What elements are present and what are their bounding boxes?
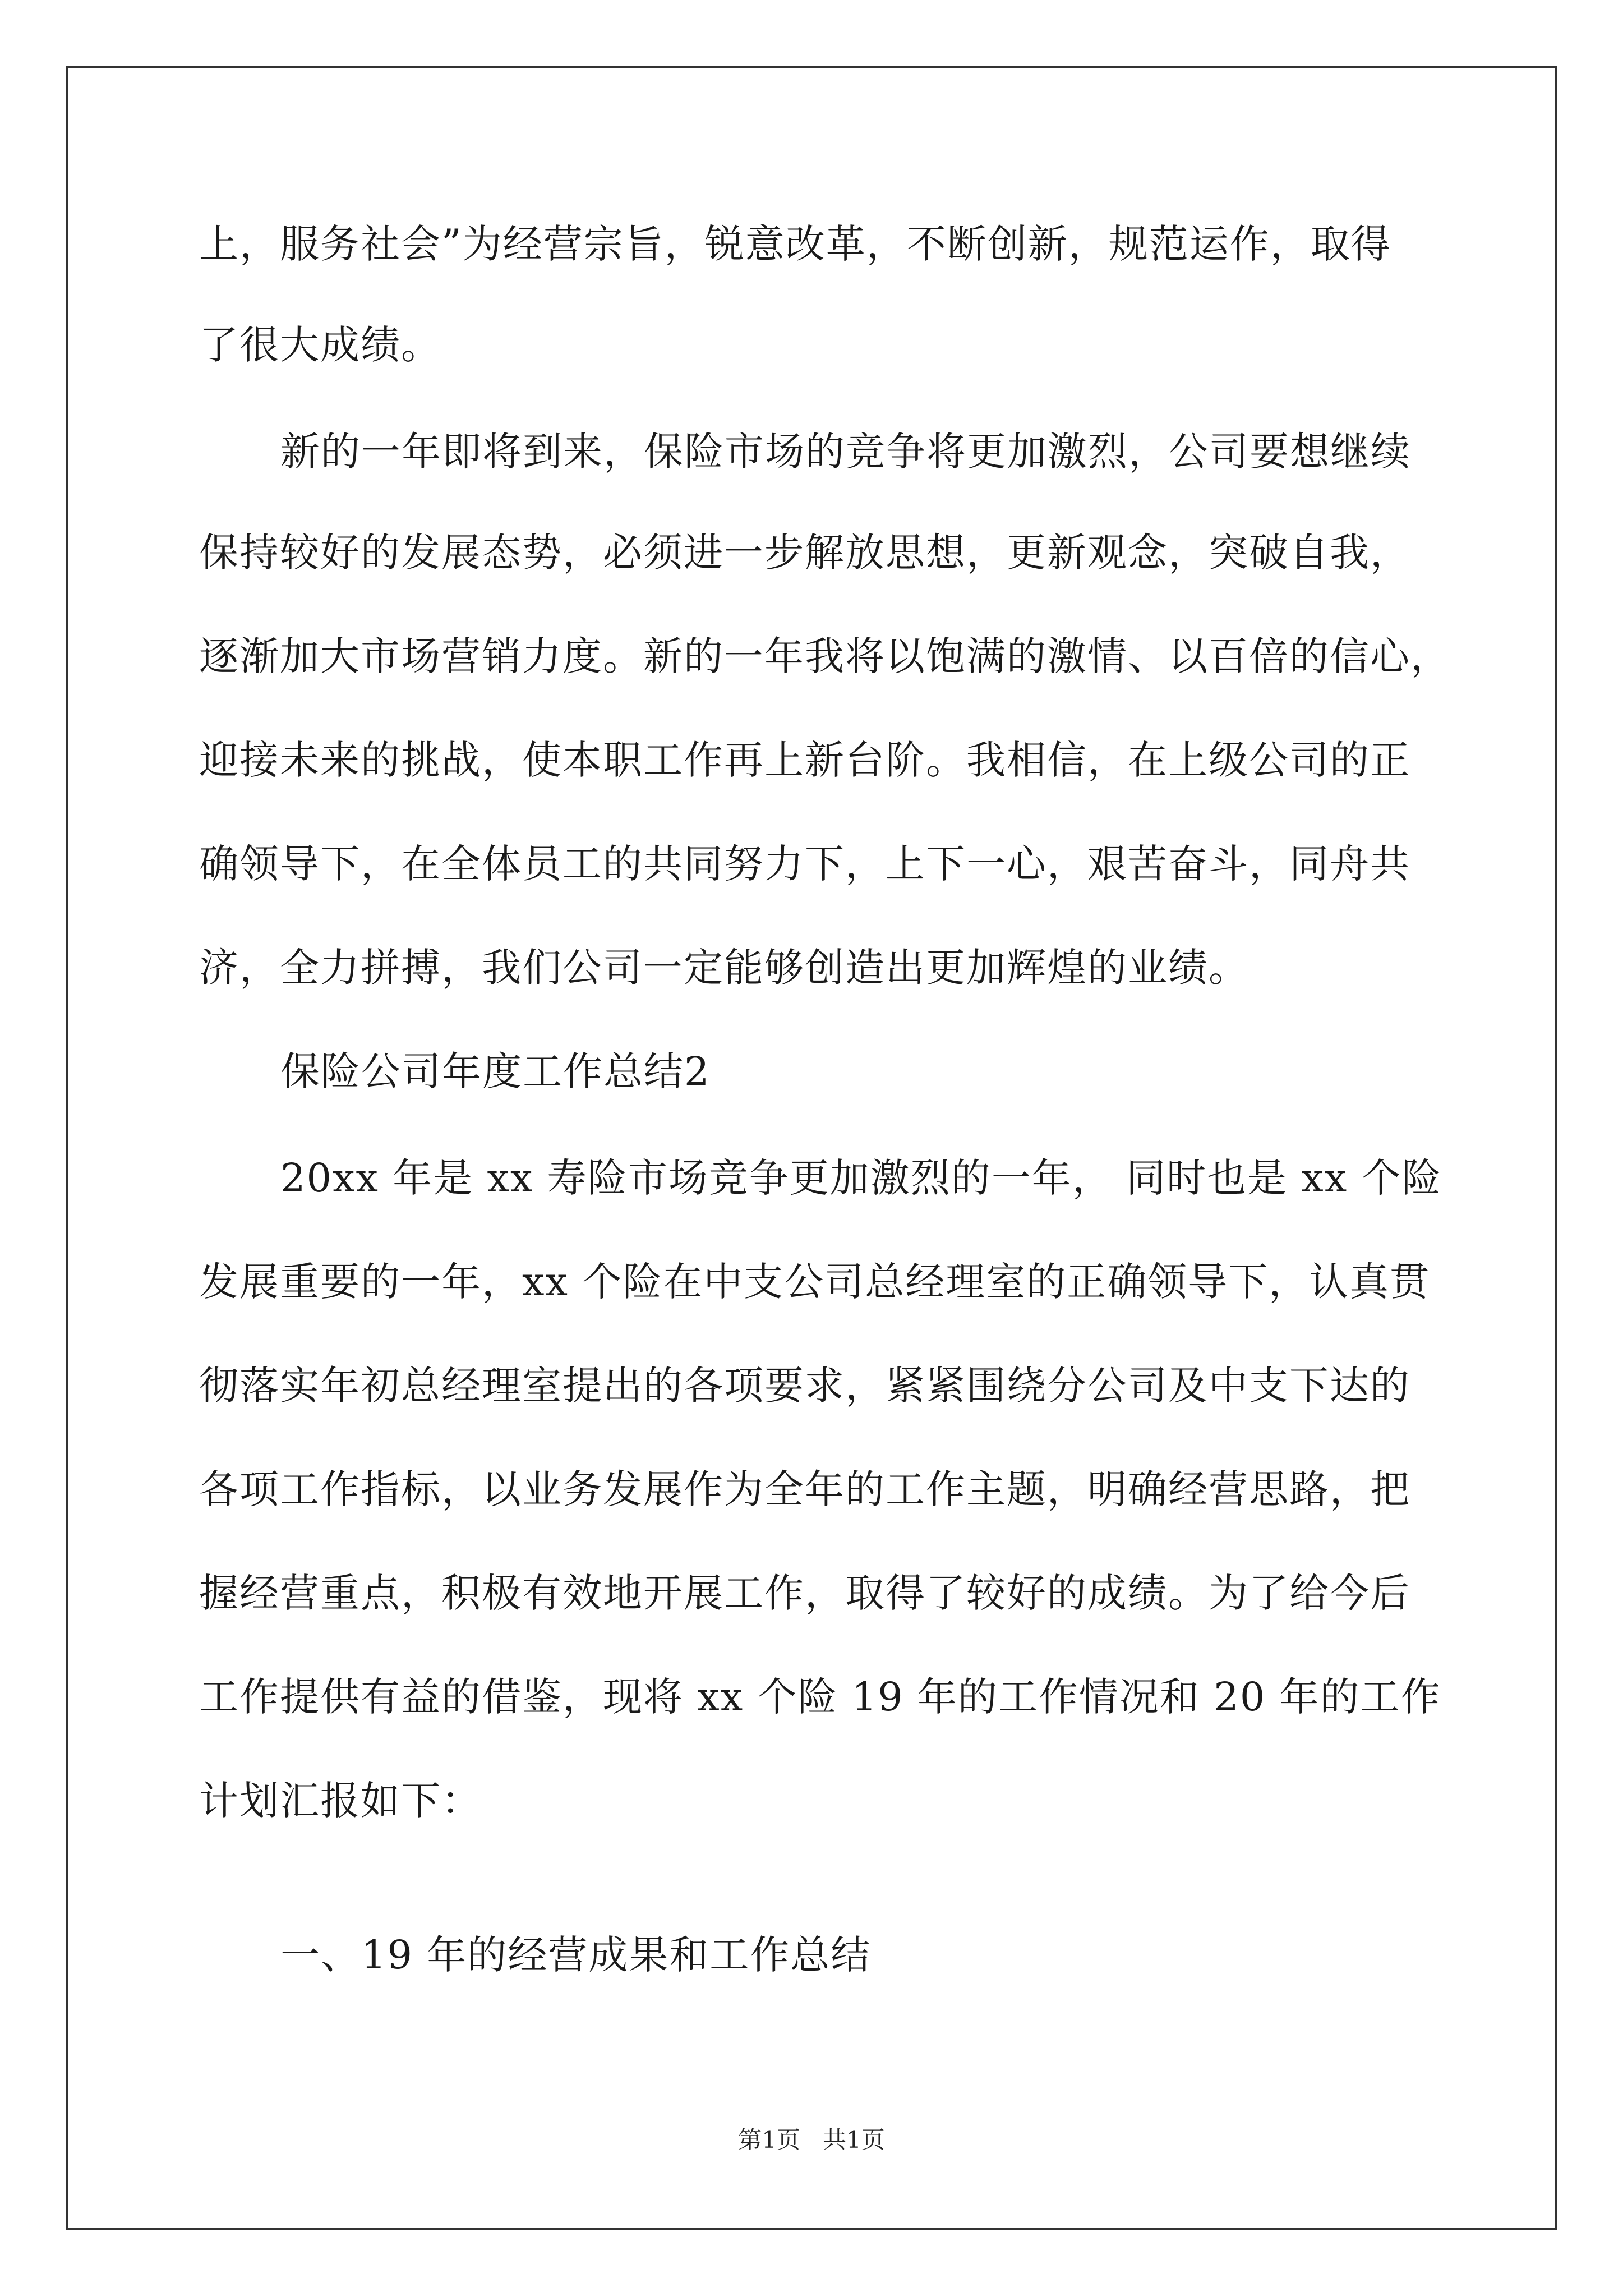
body-line: 迎接未来的挑战，使本职工作再上新台阶。我相信，在上级公司的正 — [199, 737, 1410, 783]
body-line: 发展重要的一年，xx 个险在中支公司总经理室的正确领导下，认真贯 — [199, 1259, 1431, 1305]
body-line: 各项工作指标，以业务发展作为全年的工作主题，明确经营思路，把 — [199, 1466, 1410, 1512]
body-line: 握经营重点，积极有效地开展工作，取得了较好的成绩。为了给今后 — [199, 1570, 1410, 1616]
body-line: 逐渐加大市场营销力度。新的一年我将以饱满的激情、以百倍的信心， — [199, 633, 1451, 679]
body-line: 计划汇报如下： — [199, 1778, 482, 1824]
body-line: 20xx 年是 xx 寿险市场竞争更加激烈的一年， 同时也是 xx 个险 — [280, 1155, 1442, 1201]
body-line: 保持较好的发展态势，必须进一步解放思想，更新观念，突破自我， — [199, 530, 1410, 576]
body-line: 济，全力拼搏，我们公司一定能够创造出更加辉煌的业绩。 — [199, 945, 1249, 991]
body-line: 上，服务社会”为经营宗旨，锐意改革，不断创新，规范运作，取得 — [199, 221, 1391, 267]
sub-heading: 一、19 年的经营成果和工作总结 — [280, 1932, 872, 1978]
page-border — [66, 66, 1557, 2230]
body-line: 了很大成绩。 — [199, 322, 441, 368]
section-title: 保险公司年度工作总结2 — [280, 1048, 711, 1094]
page-footer: 第1页 共1页 — [738, 2126, 885, 2154]
body-line: 彻落实年初总经理室提出的各项要求，紧紧围绕分公司及中支下达的 — [199, 1363, 1410, 1409]
body-line: 新的一年即将到来，保险市场的竞争将更加激烈，公司要想继续 — [280, 429, 1411, 475]
body-line: 确领导下，在全体员工的共同努力下，上下一心，艰苦奋斗，同舟共 — [199, 841, 1410, 887]
body-line: 工作提供有益的借鉴，现将 xx 个险 19 年的工作情况和 20 年的工作 — [199, 1674, 1441, 1720]
